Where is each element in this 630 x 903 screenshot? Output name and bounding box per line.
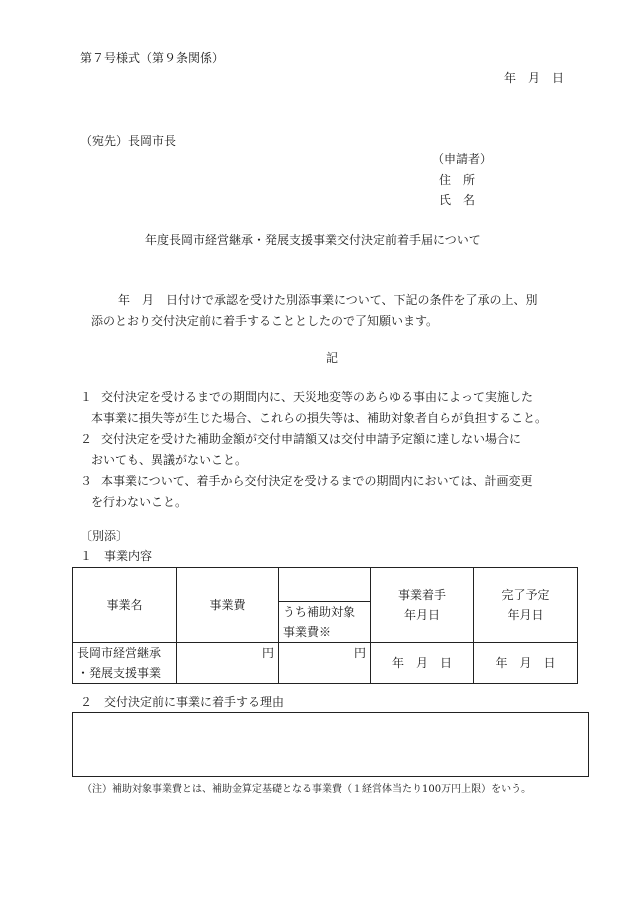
condition-text-line-2: を行わないこと。 (91, 495, 188, 509)
intro-line-2: 添のとおり交付決定前に着手することとしたので了知願います。 (91, 314, 439, 328)
section-project-details: １ 事業内容 (80, 549, 153, 563)
cell-subsidy-cost: 円 (279, 643, 371, 684)
header-complete-line-2: 年月日 (507, 608, 544, 622)
condition-item-3 (80, 471, 600, 513)
condition-item-1 (80, 387, 600, 429)
document-title: 年度長岡市経営継承・発展支援事業交付決定前着手届について (145, 233, 481, 247)
footnote: （注）補助対象事業費とは、補助金算定基礎となる事業費（１経営体当たり100万円上限）をいう。 (82, 784, 532, 795)
cell-project-cost: 円 (177, 643, 279, 684)
form-number: 第７号様式（第９条関係） (80, 51, 225, 65)
applicant-address-label: 住 所 (439, 173, 476, 187)
cell-project-name-line-1: 長岡市経営継承 (77, 646, 162, 660)
project-table (72, 567, 578, 684)
applicant-name-label: 氏 名 (439, 193, 476, 207)
intro-line-1: 年 月 日付けで承認を受けた別添事業について、下記の条件を了承の上、別 (118, 293, 538, 307)
condition-text-line-1: 交付決定を受けるまでの期間内に、天災地変等のあらゆる事由によって実施した (101, 390, 534, 404)
attachment-label: 〔別添〕 (80, 529, 129, 543)
condition-text-line-1: 本事業について、着手から交付決定を受けるまでの期間内においては、計画変更 (101, 474, 533, 488)
table-row (73, 643, 578, 684)
header-start-line-2: 年月日 (403, 608, 440, 622)
condition-item-2 (80, 429, 600, 471)
ki-heading: 記 (326, 351, 339, 365)
condition-number: ３ (80, 474, 93, 488)
reason-input-box (72, 712, 589, 777)
section-reason: ２ 交付決定前に事業に着手する理由 (80, 695, 285, 709)
header-complete-date (474, 568, 578, 643)
header-complete-line-1: 完了予定 (501, 588, 550, 602)
condition-text-line-2: おいても、異議がないこと。 (91, 453, 248, 467)
condition-number: １ (80, 390, 93, 404)
submission-date: 年 月 日 (504, 71, 565, 85)
applicant-label: （申請者） (432, 152, 493, 166)
cell-project-name-line-2: ・発展支援事業 (77, 666, 162, 680)
header-subsidy-line-2: 事業費※ (283, 625, 332, 639)
header-start-date (371, 568, 474, 643)
cell-complete-date: 年 月 日 (474, 643, 578, 684)
condition-text-line-1: 交付決定を受けた補助金額が交付申請額又は交付申請予定額に達しない場合に (101, 432, 522, 446)
addressee: （宛先）長岡市長 (80, 134, 177, 148)
condition-number: ２ (80, 432, 93, 446)
header-subsidy-line-1: うち補助対象 (283, 605, 356, 619)
cell-start-date: 年 月 日 (371, 643, 474, 684)
condition-text-line-2: 本事業に損失等が生じた場合、これらの損失等は、補助対象者自らが負担すること。 (91, 411, 548, 425)
header-project-name: 事業名 (73, 568, 177, 643)
header-project-cost: 事業費 (177, 568, 279, 643)
cell-project-name (73, 643, 177, 684)
header-subsidy-cost (279, 602, 371, 643)
header-subsidy-spacer (279, 568, 371, 602)
header-start-line-1: 事業着手 (397, 588, 446, 602)
